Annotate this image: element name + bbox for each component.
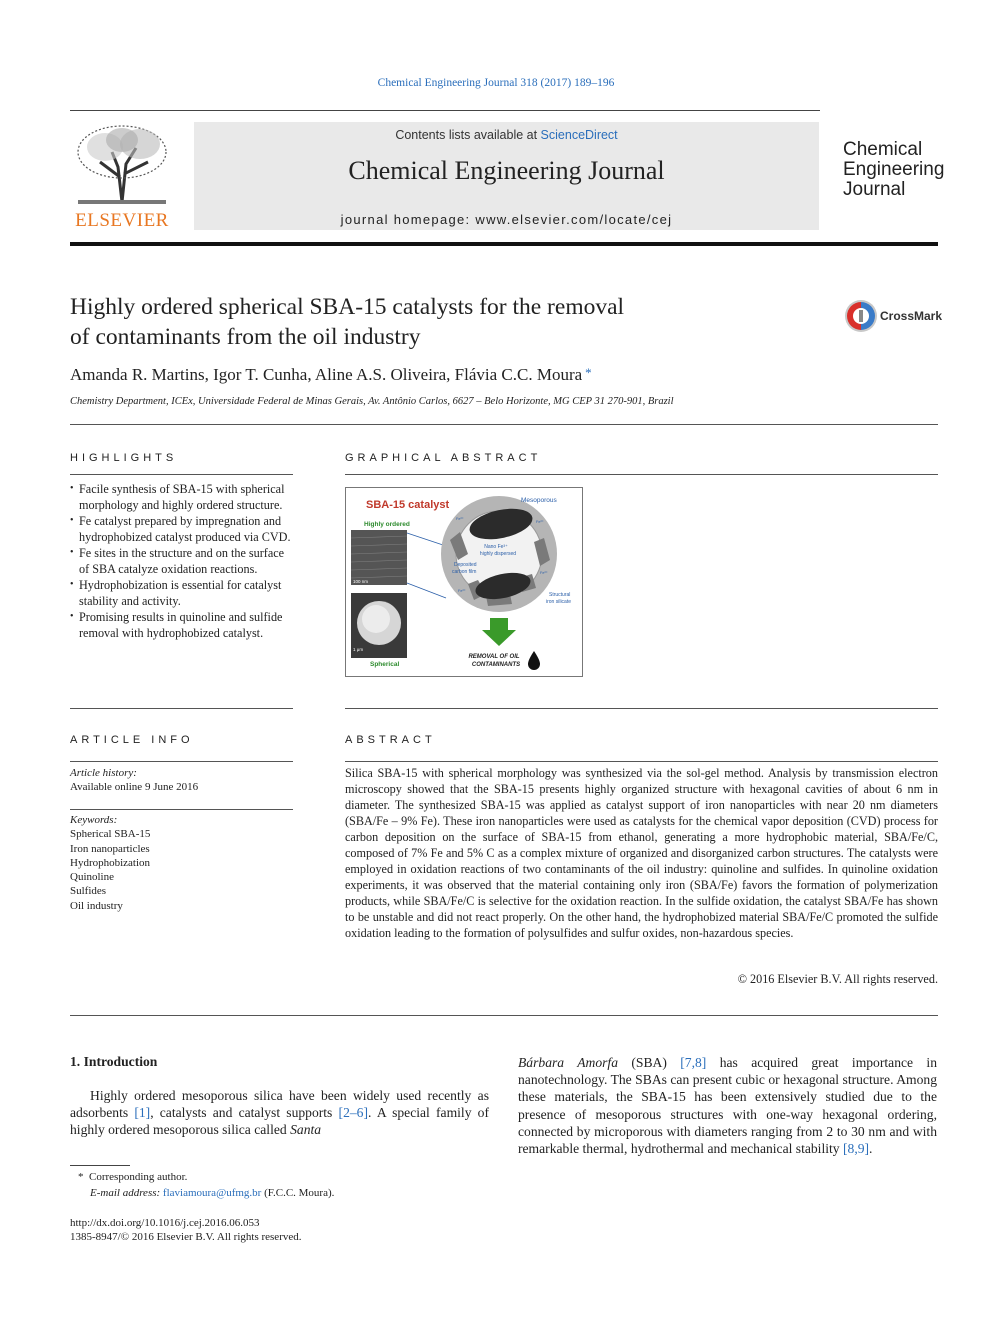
body-italic: Bárbara Amorfa: [518, 1055, 618, 1070]
graphical-abstract-rule: [345, 474, 938, 475]
authors-text: Amanda R. Martins, Igor T. Cunha, Aline A.S. Oliveira, Flávia C.C. Moura: [70, 365, 583, 384]
keyword: Iron nanoparticles: [70, 842, 150, 855]
email-note: [90, 1187, 334, 1199]
journal-logo-line: Chemical: [843, 139, 923, 160]
homepage-label: journal homepage:: [340, 212, 476, 227]
journal-logo-line: Engineering: [843, 159, 945, 180]
highlights-list: [70, 481, 295, 641]
abstract-text: Silica SBA-15 with spherical morphology was synthesized via the sol-gel method. Analysis by transmission electron microscopy showed that the SBA-15 presents highly organized structure with hexagonal cavities of about 6 nm in diameter. The synthesized SBA-15 was applied as catalyst support of iron nanoparticles with near 20 nm diameters (SBA/Fe – 9% Fe). These iron nanoparticles were used as catalysts for the chemical vapor deposition (CVD) process for carbon deposition on the surface of SBA-15 from ethanol, generating a more hydrophobic material, SBA/Fe/C, composed of 7% Fe and 5% C as a complex mixture of organized and disorganized carbon structures. The catalysts were employed in oxidation reactions of two contaminants of the oil industry: quinoline and sulfides. In quinoline oxidation experiments, it was observed that the material containing only iron (SBA/Fe) favors the formation of polymerization products, while SBA/Fe/C is selective for the oxidation reaction. In the sulfide oxidation, the catalyst SBA/Fe has shown to be unstable and did not react properly. On the other hand, the hydrophobized material SBA/Fe/C promoted the sulfide oxidation leading to the formation of polysulfides and sulfur oxides, non-hazardous species.: [345, 766, 938, 940]
title-line: Highly ordered spherical SBA-15 catalysts for the removal: [70, 294, 625, 320]
graphical-abstract-image: [346, 488, 582, 676]
fe-label: Fe³⁺: [536, 520, 544, 524]
graphical-abstract-bottom-rule: [345, 708, 938, 709]
keyword: Spherical SBA-15: [70, 828, 151, 841]
reference-link[interactable]: [7,8]: [680, 1055, 707, 1070]
fe-label: Fe³⁺: [540, 571, 548, 575]
corresponding-author-mark[interactable]: *: [585, 365, 592, 380]
doi-link[interactable]: http://dx.doi.org/10.1016/j.cej.2016.06.053: [70, 1217, 260, 1229]
keywords-block: [70, 813, 150, 913]
down-arrow-icon: [482, 618, 516, 646]
graphical-abstract-heading: GRAPHICAL ABSTRACT: [345, 452, 542, 464]
keywords-label: Keywords:: [70, 814, 118, 826]
ga-deposited-label-2: carbon film: [452, 569, 477, 575]
contents-line: [194, 128, 819, 142]
highlight-item: • Facile synthesis of SBA-15 with spherical morphology and highly ordered structure.: [70, 481, 295, 513]
article-title: [70, 292, 730, 352]
affiliation-rule: [70, 424, 938, 425]
sciencedirect-link[interactable]: ScienceDirect: [540, 128, 618, 142]
highlight-item: • Hydrophobization is essential for catalyst stability and activity.: [70, 577, 295, 609]
ga-structural-label-2: iron silicate: [546, 599, 572, 605]
ga-removal-label-1: REMOVAL OF OIL: [468, 654, 520, 660]
article-history-label: Article history:: [70, 767, 137, 779]
article-history-value: Available online 9 June 2016: [70, 781, 199, 793]
keyword: Quinoline: [70, 871, 114, 884]
body-left-column: [70, 1087, 489, 1139]
corresponding-text: Corresponding author.: [89, 1171, 188, 1183]
affiliation: Chemistry Department, ICEx, Universidade Federal de Minas Gerais, Av. Antônio Carlos, 6627 – Belo Horizonte, MG CEP 31 270-901, Brazil: [70, 396, 674, 407]
ga-deposited-label-1: Deposited: [454, 562, 477, 568]
keyword: Sulfides: [70, 885, 107, 898]
email-label: E-mail address:: [90, 1187, 163, 1199]
journal-homepage: [194, 212, 819, 227]
tem-scale-top: 100 nm: [353, 579, 369, 584]
email-suffix: (F.C.C. Moura).: [261, 1187, 335, 1199]
highlights-heading: HIGHLIGHTS: [70, 452, 178, 464]
graphical-abstract-figure[interactable]: [345, 487, 583, 677]
abstract-bottom-rule: [70, 1015, 938, 1016]
contents-prefix: Contents lists available at: [395, 128, 541, 142]
fe-label: Fe³⁺: [456, 517, 464, 521]
ga-nano-label-1: Nano Fe³⁺: [484, 544, 508, 550]
ga-removal-label-2: CONTAMINANTS: [471, 662, 521, 668]
body-text: , catalysts and catalyst supports: [150, 1105, 339, 1121]
body-text: Highly ordered mesoporous silica have been widely used recently as adsorbents: [70, 1088, 489, 1121]
body-text: has acquired great importance in nanotechnology. The SBAs can present cubic or hexagonal structure. Among these materials, the SBA-15 has been extensively studied due to the presence of mesoporous structures with one-way hexagonal ordering, connected by microporous with diameters ranging from 2 to 30 nm and with remarkable thermal, hydrothermal and mechanical stability: [518, 1055, 938, 1157]
journal-title: Chemical Engineering Journal: [348, 156, 665, 185]
journal-logo[interactable]: [843, 140, 953, 200]
crossmark-label[interactable]: CrossMark: [880, 309, 943, 323]
elsevier-logo[interactable]: [70, 122, 174, 232]
ga-title-label: SBA-15 catalyst: [366, 499, 450, 511]
article-info-heading: ARTICLE INFO: [70, 734, 194, 746]
journal-citation[interactable]: Chemical Engineering Journal 318 (2017) 189–196: [377, 77, 615, 89]
elsevier-wordmark: ELSEVIER: [75, 210, 169, 231]
reference-link[interactable]: [8,9]: [843, 1141, 870, 1157]
ga-structural-label-1: Structural: [549, 592, 571, 598]
body-italic: Santa: [290, 1122, 322, 1138]
abstract-rule: [345, 761, 938, 762]
homepage-url[interactable]: www.elsevier.com/locate/cej: [475, 212, 673, 227]
highlight-item: • Promising results in quinoline and sulfide removal with hydrophobized catalyst.: [70, 609, 295, 641]
ga-nano-label-2: highly dispersed: [479, 551, 517, 557]
crossmark-icon: [843, 298, 879, 334]
keyword: Hydrophobization: [70, 856, 151, 869]
author-list: [70, 365, 592, 385]
journal-banner: [194, 122, 819, 230]
corresponding-author-note: * Corresponding author.: [78, 1171, 188, 1183]
issn-line: 1385-8947/© 2016 Elsevier B.V. All rights reserved.: [70, 1231, 302, 1243]
header-thick-rule: [70, 242, 938, 246]
email-link[interactable]: flaviamoura@ufmg.br: [162, 1187, 262, 1199]
highlight-item: • Fe sites in the structure and on the surface of SBA catalyze oxidation reactions.: [70, 545, 295, 577]
body-text: . A special family of highly ordered mesoporous silica called: [70, 1105, 490, 1138]
header-rule: [70, 110, 820, 111]
tem-scale-bottom: 1 μm: [353, 647, 364, 652]
fe-label: Fe³⁺: [458, 589, 466, 593]
abstract-heading: ABSTRACT: [345, 734, 436, 746]
abstract-copyright: © 2016 Elsevier B.V. All rights reserved.: [737, 972, 938, 986]
journal-logo-line: Journal: [843, 179, 906, 200]
footnote-rule: [70, 1165, 130, 1166]
oil-drop-icon: [528, 651, 540, 670]
ga-highly-ordered-label: Highly ordered: [364, 521, 410, 528]
reference-link[interactable]: [1]: [134, 1105, 151, 1121]
highlights-rule: [70, 474, 293, 475]
title-line: of contaminants from the oil industry: [70, 324, 421, 350]
article-info-rule: [70, 761, 293, 762]
body-text: .: [869, 1141, 873, 1157]
keyword: Oil industry: [70, 899, 123, 912]
ga-spherical-label: Spherical: [370, 661, 400, 668]
section-heading-introduction: 1. Introduction: [70, 1054, 158, 1069]
keywords-rule: [70, 809, 293, 810]
body-text: (SBA): [618, 1055, 681, 1070]
highlight-item: • Fe catalyst prepared by impregnation and hydrophobized catalyst produced via CVD.: [70, 513, 295, 545]
body-right-column: [518, 1054, 937, 1157]
ga-mesoporous-label: Mesoporous: [521, 497, 557, 504]
highlights-bottom-rule: [70, 708, 293, 709]
reference-link[interactable]: [2–6]: [338, 1105, 368, 1121]
